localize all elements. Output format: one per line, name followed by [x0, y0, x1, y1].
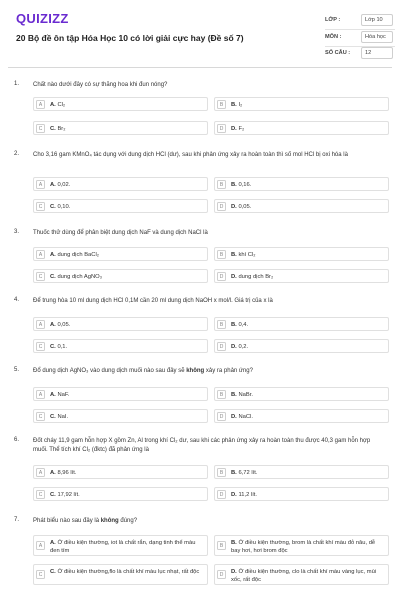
meta-class [325, 14, 395, 28]
question-number: 6. [14, 437, 20, 443]
header [0, 0, 400, 62]
option-text: B. I₂ [231, 102, 243, 108]
option-letter: D [217, 342, 226, 351]
option-text: A. Cl₂ [50, 102, 66, 108]
question-number: 4. [14, 297, 20, 303]
meta-count [325, 47, 395, 61]
option-letter: A [36, 180, 45, 189]
option-letter: D [217, 490, 226, 499]
option-text: B. 0,16. [231, 182, 252, 188]
option-letter: B [217, 320, 226, 329]
option-text: A. 0,02. [50, 182, 71, 188]
option-b[interactable] [214, 317, 389, 331]
meta-class-label: LỚP : [325, 17, 341, 23]
option-letter: D [217, 412, 226, 421]
document-title: 20 Bộ đề ôn tập Hóa Học 10 có lời giải cực hay (Đề số 7) [16, 33, 244, 43]
option-text: A. 0,05. [50, 322, 71, 328]
option-letter: C [36, 272, 45, 281]
option-text: D. 11,2 lít. [231, 492, 258, 498]
option-letter: B [217, 468, 226, 477]
option-c[interactable] [33, 339, 208, 353]
option-b[interactable] [214, 387, 389, 401]
question-number: 2. [14, 151, 20, 157]
option-letter: B [217, 390, 226, 399]
meta-subject [325, 31, 395, 45]
option-text: C. 0,10. [50, 204, 71, 210]
meta-count-label: SỐ CÂU : [325, 50, 351, 56]
option-text: B. Ở điều kiện thường, brom là chất khí màu đỏ nâu, dễ bay hơi, hơi brom độc [231, 540, 376, 554]
option-letter: C [36, 570, 45, 579]
option-b[interactable] [214, 247, 389, 261]
option-letter: C [36, 202, 45, 211]
option-letter: A [36, 468, 45, 477]
option-c[interactable] [33, 409, 208, 423]
option-a[interactable] [33, 247, 208, 261]
option-text: A. dung dịch BaCl₂ [50, 252, 100, 258]
quizizz-logo: QUIZIZZ [16, 11, 69, 26]
meta-class-value: Lớp 10 [361, 14, 393, 26]
question-text: Đổ dung dịch AgNO₃ vào dung dịch muối nào sau đây sẽ không xảy ra phản ứng? [33, 368, 253, 374]
option-text: A. 8,96 lít. [50, 470, 77, 476]
question-text: Để trung hòa 10 ml dung dịch HCl 0,1M cần 20 ml dung dịch NaOH x mol/l. Giá trị của x là [33, 298, 273, 304]
option-text: D. 0,05. [231, 204, 252, 210]
option-letter: D [217, 202, 226, 211]
option-letter: A [36, 250, 45, 259]
option-d[interactable] [214, 564, 389, 585]
option-letter: A [36, 541, 45, 550]
meta-subject-value: Hóa học [361, 31, 393, 43]
option-a[interactable] [33, 465, 208, 479]
option-b[interactable] [214, 97, 389, 111]
question-number: 3. [14, 229, 20, 235]
question-text: Chất nào dưới đây có sự thăng hoa khi đun nóng? [33, 82, 168, 88]
option-text: B. 0,4. [231, 322, 249, 328]
option-letter: C [36, 124, 45, 133]
option-b[interactable] [214, 535, 389, 556]
option-letter: D [217, 272, 226, 281]
option-text: D. 0,2. [231, 344, 249, 350]
option-letter: D [217, 570, 226, 579]
question-number: 5. [14, 367, 20, 373]
option-a[interactable] [33, 177, 208, 191]
option-letter: C [36, 490, 45, 499]
option-letter: B [217, 250, 226, 259]
option-text: B. khí Cl₂ [231, 252, 256, 258]
option-a[interactable] [33, 97, 208, 111]
option-d[interactable] [214, 487, 389, 501]
option-d[interactable] [214, 121, 389, 135]
question-text: Đốt cháy 11,9 gam hỗn hợp X gồm Zn, Al trong khí Cl₂ dư, sau khi các phản ứng xảy ra hoàn toàn thu được 40,3 gam hỗn hợp muối. Thể tích khí Cl₂ (đktc) đã phản ứng là [33, 438, 371, 453]
option-letter: B [217, 180, 226, 189]
option-c[interactable] [33, 121, 208, 135]
option-text: A. Ở điều kiện thường, iot là chất rắn, dạng tinh thể màu đen tím [50, 540, 196, 554]
option-letter: D [217, 124, 226, 133]
option-c[interactable] [33, 564, 208, 585]
option-text: D. F₂ [231, 126, 245, 132]
option-letter: A [36, 320, 45, 329]
question-number: 7. [14, 517, 20, 523]
option-b[interactable] [214, 177, 389, 191]
meta-count-value: 12 [361, 47, 393, 59]
option-letter: C [36, 412, 45, 421]
option-b[interactable] [214, 465, 389, 479]
meta-subject-label: MÔN : [325, 34, 342, 40]
option-d[interactable] [214, 409, 389, 423]
option-text: C. 0,1. [50, 344, 68, 350]
option-text: C. Br₂ [50, 126, 66, 132]
option-a[interactable] [33, 317, 208, 331]
option-d[interactable] [214, 269, 389, 283]
option-text: B. NaBr. [231, 392, 253, 398]
option-text: D. dung dịch Br₂ [231, 274, 274, 280]
option-c[interactable] [33, 487, 208, 501]
option-a[interactable] [33, 535, 208, 556]
meta-divider [325, 29, 395, 30]
option-letter: C [36, 342, 45, 351]
question-number: 1. [14, 81, 20, 87]
option-c[interactable] [33, 269, 208, 283]
option-text: D. Ở điều kiện thường, clo là chất khí màu vàng lục, mùi xốc, rất độc [231, 569, 377, 583]
option-text: D. NaCl. [231, 414, 253, 420]
option-letter: A [36, 100, 45, 109]
question-text: Cho 3,16 gam KMnO₄ tác dụng với dung dịch HCl (dư), sau khi phản ứng xảy ra hoàn toàn thì số mol HCl bị oxi hóa là [33, 152, 348, 158]
option-text: B. 6,72 lít. [231, 470, 258, 476]
question-text: Thuốc thử dùng để phân biệt dung dịch NaF và dung dịch NaCl là [33, 230, 208, 236]
option-text: C. dung dịch AgNO₃ [50, 274, 103, 280]
option-a[interactable] [33, 387, 208, 401]
option-text: A. NaF. [50, 392, 70, 398]
option-text: C. Ở điều kiện thường,flo là chất khí màu lục nhạt, rất độc [50, 569, 200, 575]
question-text: Phát biểu nào sau đây là không đúng? [33, 518, 138, 524]
option-c[interactable] [33, 199, 208, 213]
option-d[interactable] [214, 339, 389, 353]
option-letter: B [217, 100, 226, 109]
option-letter: B [217, 541, 226, 550]
option-letter: A [36, 390, 45, 399]
option-text: C. 17,92 lít. [50, 492, 80, 498]
header-divider [8, 67, 392, 68]
option-d[interactable] [214, 199, 389, 213]
option-text: C. NaI. [50, 414, 69, 420]
